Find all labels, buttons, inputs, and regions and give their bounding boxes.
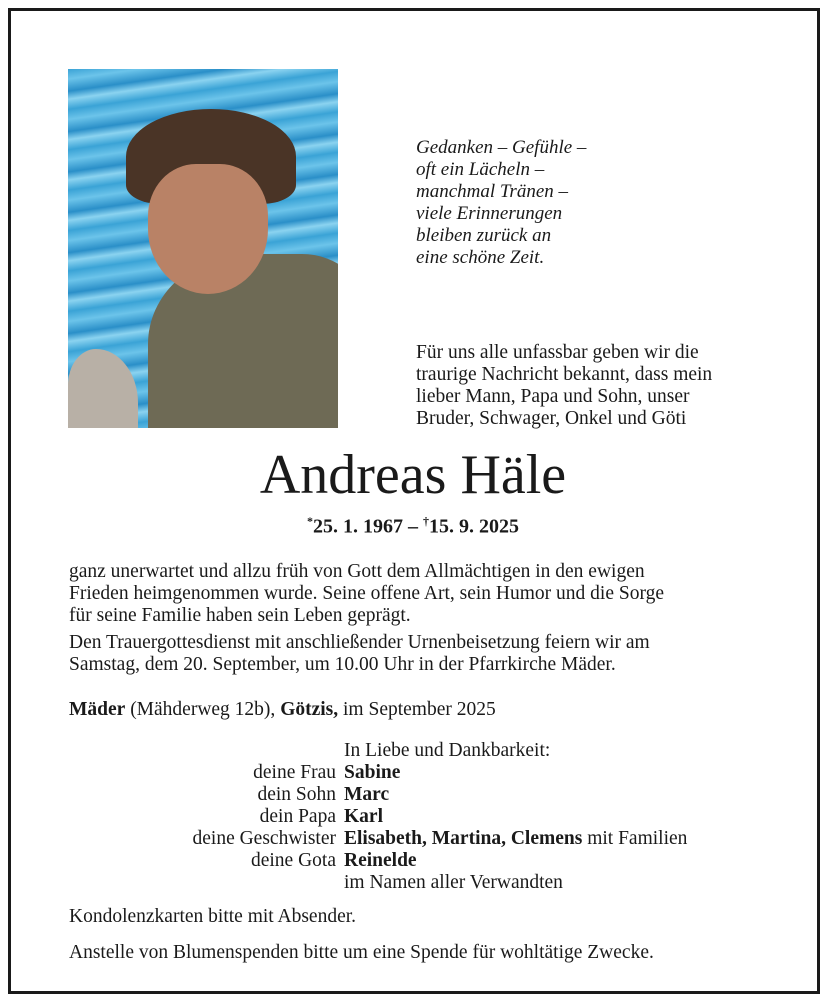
donation-note: Anstelle von Blumenspenden bitte um eine Spende für wohltätige Zwecke. [69,942,654,963]
announcement [416,342,712,430]
mourner-name: Reinelde [344,850,417,871]
mourner-names [344,784,389,806]
closing: In Liebe und Dankbarkeit: [344,740,551,761]
body-line: für seine Familie haben sein Leben geprägt. [69,605,411,626]
town: Mäder [69,699,126,720]
mourner-names [344,850,417,872]
death-symbol: † [423,514,429,528]
mourner-names [344,762,400,784]
mourner-name: Sabine [344,762,401,783]
date-dash: – [408,515,418,538]
mourner-names [344,828,687,850]
mourner-name: Elisabeth, Martina, Clemens [344,828,583,849]
mourner-suffix: mit Familien [582,828,688,849]
mourner-relation: deine Gota [250,850,336,871]
mourner-name: Karl [344,806,383,827]
body-line: ganz unerwartet und allzu früh von Gott dem Allmächtigen in den ewigen [69,561,645,582]
town: Götzis, [280,699,339,720]
condolence-note: Kondolenzkarten bitte mit Absender. [69,906,357,927]
poem-line: eine schöne Zeit. [416,247,545,268]
birth-symbol: * [307,514,313,528]
announcement-line: lieber Mann, Papa und Sohn, unser [416,386,690,407]
announcement-line: traurige Nachricht bekannt, dass mein [416,364,713,385]
poem [416,137,586,269]
portrait-photo [68,69,338,428]
announcement-line: Bruder, Schwager, Onkel und Göti [416,408,687,429]
poem-line: Gedanken – Gefühle – [416,137,587,158]
service-line: Samstag, dem 20. September, um 10.00 Uhr in der Pfarrkirche Mäder. [69,654,616,675]
date: im September 2025 [338,699,496,720]
body-text [69,561,664,627]
poem-line: manchmal Tränen – [416,181,568,202]
mourner-name: Marc [344,784,390,805]
poem-line: oft ein Lächeln – [416,159,545,180]
life-dates [0,514,826,539]
place-date [69,699,496,721]
announcement-line: Für uns alle unfassbar geben wir die [416,342,699,363]
relatives-line: im Namen aller Verwandten [344,872,563,893]
mourner-names [344,806,383,828]
service-text [69,632,650,676]
body-line: Frieden heimgenommen wurde. Seine offene Art, sein Humor und die Sorge [69,583,664,604]
deceased-name: Andreas Häle [259,444,567,506]
death-date: 15. 9. 2025 [429,515,519,538]
poem-line: viele Erinnerungen [416,203,563,224]
mourner-relation: deine Frau [253,762,336,783]
birth-date: 25. 1. 1967 [313,515,403,538]
address: (Mähderweg 12b), [125,699,281,720]
mourner-relation: dein Sohn [257,784,336,805]
poem-line: bleiben zurück an [416,225,552,246]
mourner-relation: deine Geschwister [192,828,336,849]
service-line: Den Trauergottesdienst mit anschließender Urnenbeisetzung feiern wir am [69,632,650,653]
mourner-relation: dein Papa [259,806,336,827]
